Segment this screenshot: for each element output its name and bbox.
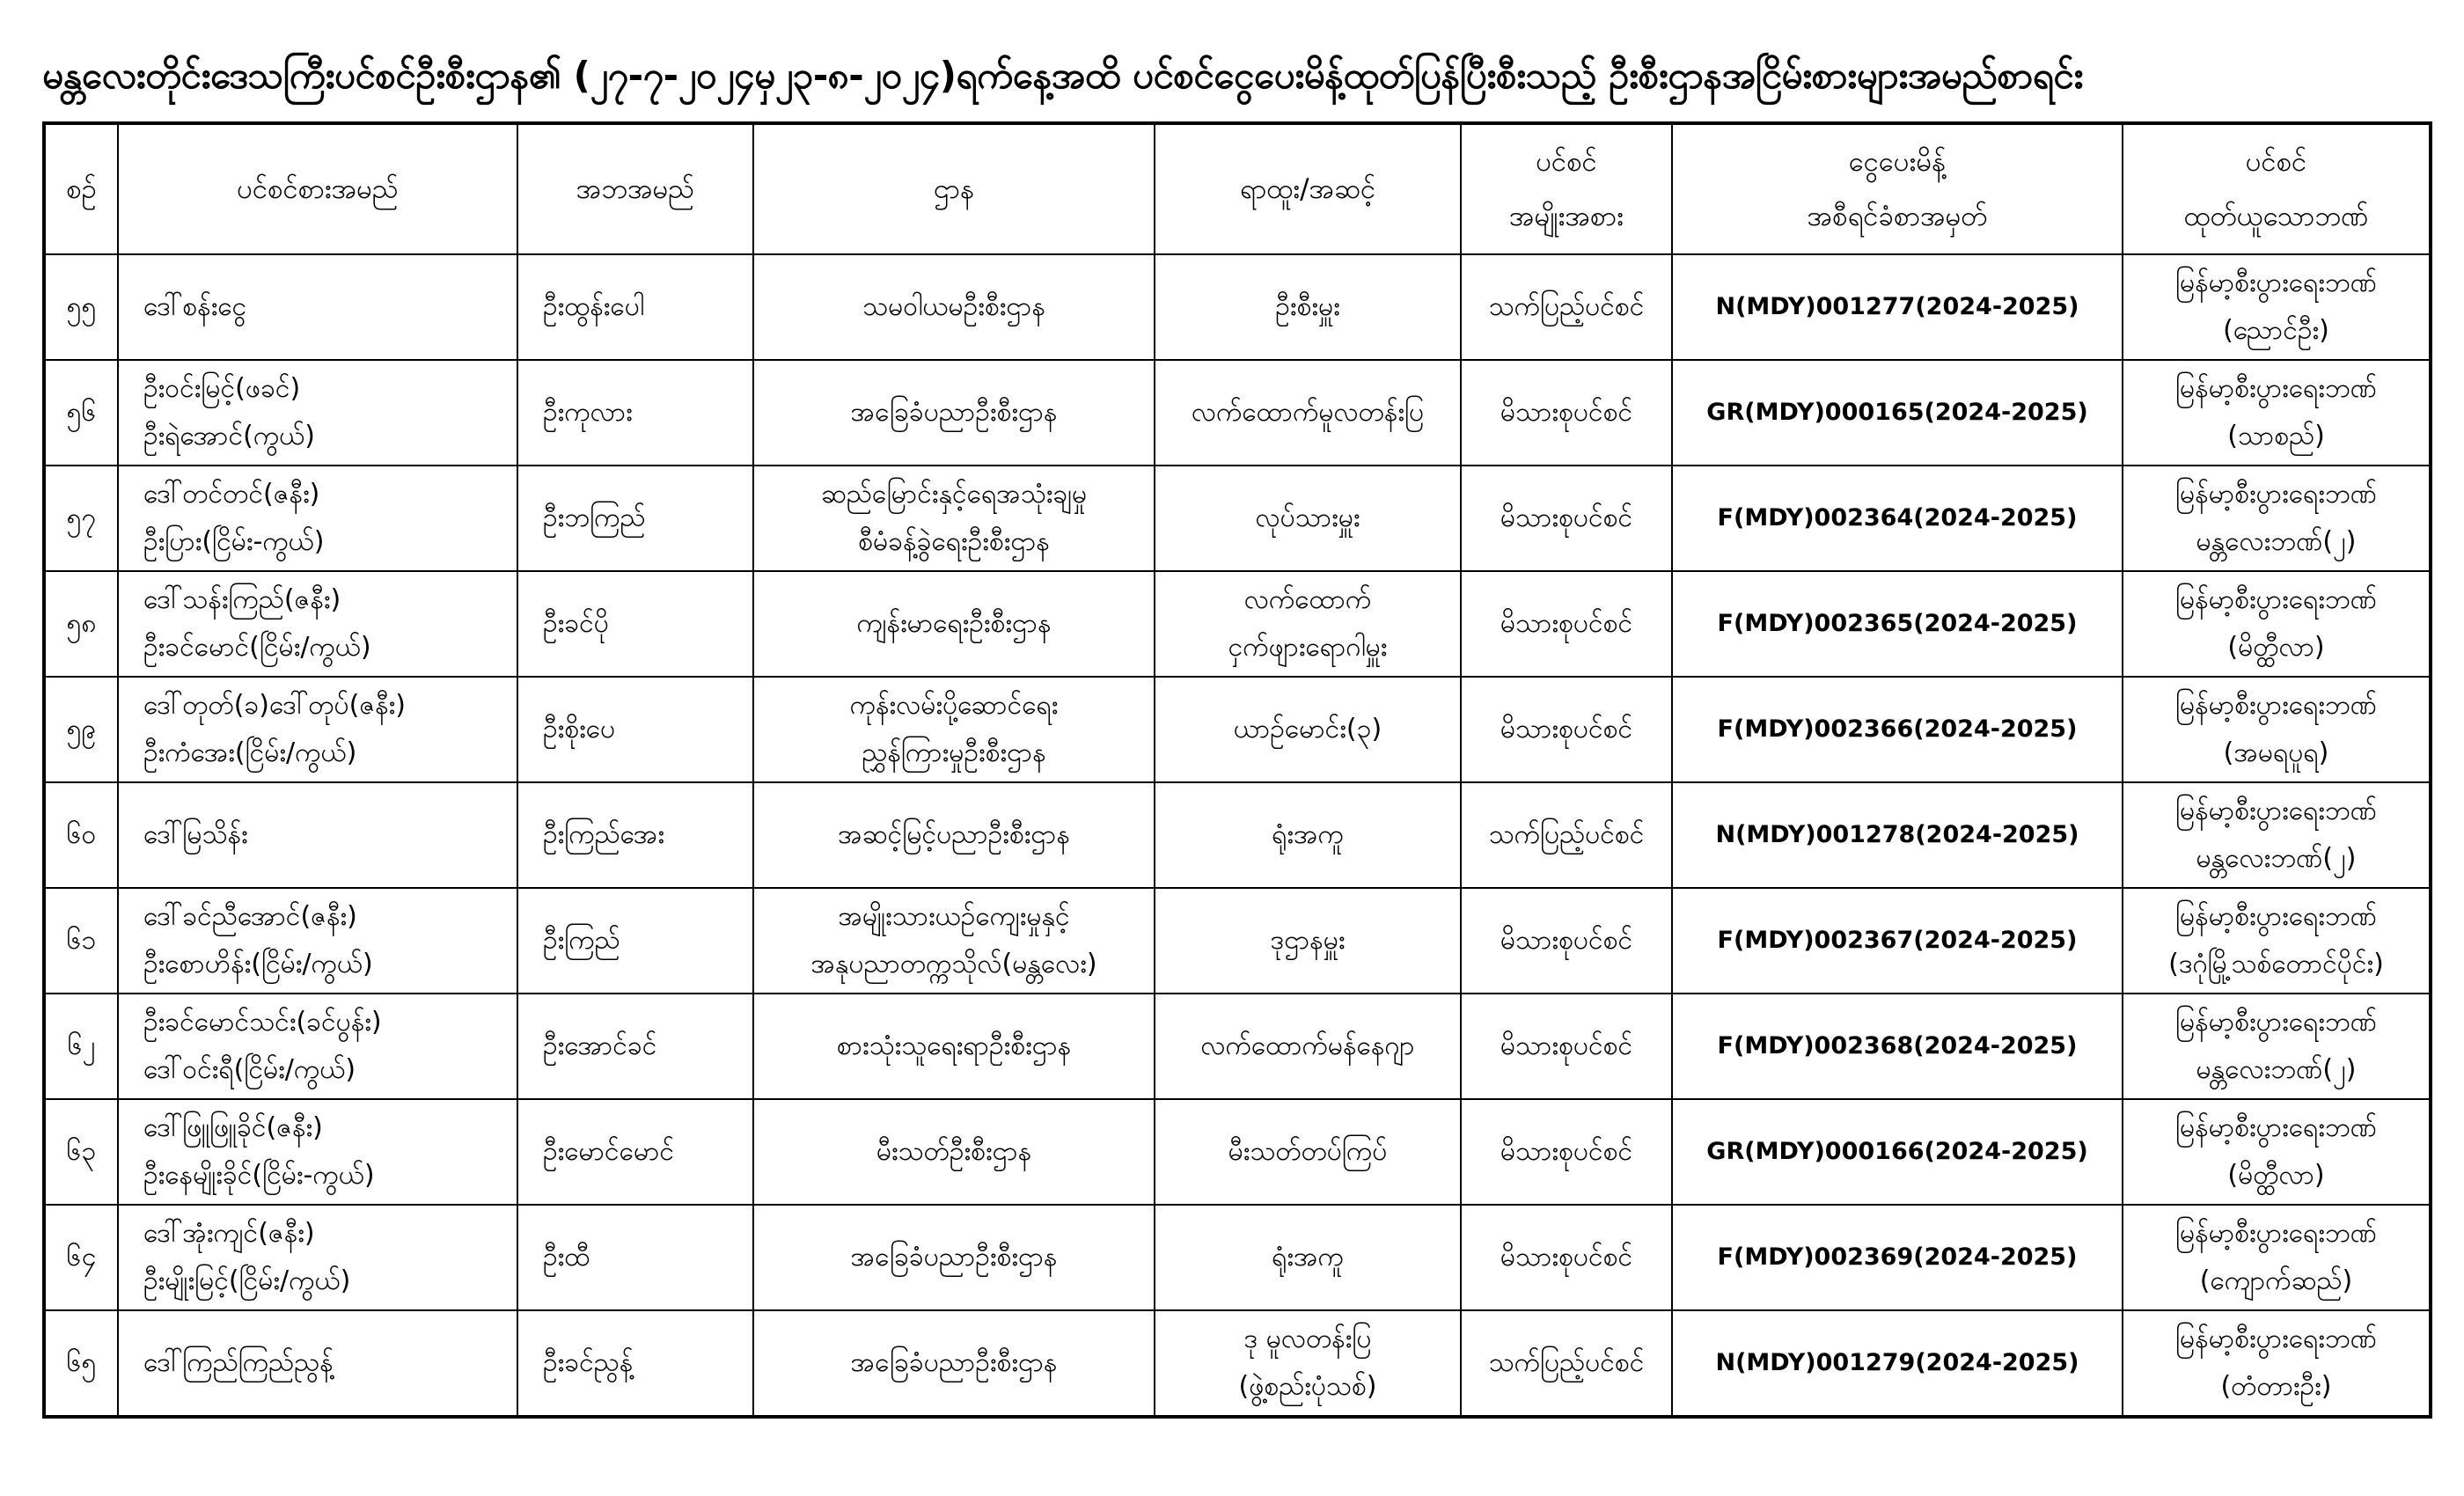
cell-bank-line: (ကျောက်ဆည်)	[2199, 1265, 2353, 1296]
cell-license-name-line: ဒေါ်ဖြူဖြူခိုင်(ဇနီး)	[143, 1112, 323, 1143]
cell-license-name-line: ဦးရဲအောင်(ကွယ်)	[143, 421, 315, 451]
cell-rank	[1155, 1099, 1461, 1205]
cell-rank-line: လက်ထောက်မန်နေဂျာ	[1200, 1030, 1415, 1061]
cell-rank	[1155, 466, 1461, 571]
cell-no: ၅၆	[44, 360, 118, 466]
cell-bank-line: မြန်မာ့စီးပွားရေးဘဏ်	[2175, 1007, 2377, 1038]
cell-no: ၆၁	[44, 888, 118, 994]
cell-bank-line: မြန်မာ့စီးပွားရေးဘဏ်	[2175, 268, 2377, 298]
cell-bank-line: (ညောင်ဦး)	[2223, 315, 2329, 346]
cell-department	[753, 677, 1155, 782]
cell-registration: GR(MDY)000165(2024-2025)	[1672, 360, 2123, 466]
pension-table	[42, 121, 2432, 1419]
cell-rank	[1155, 994, 1461, 1099]
cell-license-name-line: ဦးဝင်းမြင့်(ဖခင်)	[143, 373, 301, 404]
cell-department	[753, 360, 1155, 466]
cell-registration: N(MDY)001278(2024-2025)	[1672, 782, 2123, 888]
cell-department-line: ကျန်းမာရေးဦးစီးဌာန	[856, 608, 1052, 639]
table-row	[44, 888, 2431, 994]
header-pension-type	[1461, 123, 1672, 254]
cell-bank-line: မန္တလေးဘဏ်(၂)	[2196, 843, 2357, 874]
cell-department	[753, 994, 1155, 1099]
cell-bank-line: (သာစည်)	[2227, 421, 2325, 451]
cell-no: ၆၃	[44, 1099, 118, 1205]
cell-license-name-line: ဒေါ်သန်းကြည်(ဇနီး)	[143, 584, 341, 615]
table-row	[44, 1205, 2431, 1310]
cell-department-line: မီးသတ်ဦးစီးဌာန	[876, 1136, 1032, 1167]
cell-license-name-line: ဦးနေမျိုးခိုင်(ငြိမ်း-ကွယ်)	[143, 1160, 375, 1191]
cell-pension-type: သက်ပြည့်ပင်စင်	[1461, 1310, 1672, 1417]
cell-rank	[1155, 677, 1461, 782]
cell-pension-type: သက်ပြည့်ပင်စင်	[1461, 254, 1672, 360]
cell-department-line: စီမံခန့်ခွဲရေးဦးစီးဌာန	[858, 526, 1050, 557]
cell-license-name-line: ဒေါ်ကြည်ကြည်ညွန့်	[143, 1347, 334, 1378]
cell-pension-type: မိသားစုပင်စင်	[1461, 677, 1672, 782]
cell-bank-line: (မိတ္ထီလာ)	[2227, 632, 2325, 663]
header-no: စဉ်	[44, 123, 118, 254]
cell-father-name: ဦးခင်ပို	[517, 571, 753, 677]
cell-bank-line: (တံတားဦး)	[2220, 1371, 2332, 1402]
cell-department	[753, 782, 1155, 888]
cell-registration: F(MDY)002367(2024-2025)	[1672, 888, 2123, 994]
cell-rank	[1155, 360, 1461, 466]
table-row	[44, 994, 2431, 1099]
cell-rank-line: (ဖွဲ့စည်းပုံသစ်)	[1238, 1371, 1377, 1402]
cell-bank-line: မြန်မာ့စီးပွားရေးဘဏ်	[2175, 1324, 2377, 1354]
cell-father-name: ဦးဘကြည်	[517, 466, 753, 571]
cell-pension-type: မိသားစုပင်စင်	[1461, 466, 1672, 571]
cell-department-line: အဆင့်မြင့်ပညာဦးစီးဌာန	[838, 819, 1070, 850]
cell-bank-line: မြန်မာ့စီးပွားရေးဘဏ်	[2175, 479, 2377, 510]
cell-bank-line: မန္တလေးဘဏ်(၂)	[2196, 1054, 2357, 1085]
table-row	[44, 360, 2431, 466]
cell-registration: N(MDY)001279(2024-2025)	[1672, 1310, 2123, 1417]
cell-rank-line: ရုံးအကူ	[1272, 819, 1344, 850]
cell-rank	[1155, 254, 1461, 360]
header-registration	[1672, 123, 2123, 254]
cell-registration: F(MDY)002369(2024-2025)	[1672, 1205, 2123, 1310]
cell-registration: F(MDY)002368(2024-2025)	[1672, 994, 2123, 1099]
cell-rank-line: လက်ထောက်မူလတန်းပြ	[1191, 397, 1425, 428]
header-license-name: ပင်စင်စားအမည်	[118, 123, 517, 254]
cell-father-name: ဦးထွန်းပေါ	[517, 254, 753, 360]
table-row	[44, 1310, 2431, 1417]
cell-rank	[1155, 1205, 1461, 1310]
cell-license-name-line: ဦးခင်မောင်(ငြိမ်း/ကွယ်)	[143, 632, 371, 663]
cell-rank-line: ဒုဌာနမှူး	[1270, 925, 1346, 956]
cell-bank	[2123, 888, 2431, 994]
cell-department-line: ဆည်မြောင်းနှင့်ရေအသုံးချမှု	[820, 479, 1088, 510]
header-pension-type-line: အမျိုးအစား	[1509, 201, 1624, 232]
cell-no: ၆၀	[44, 782, 118, 888]
cell-license-name-line: ဦးပြား(ငြိမ်း-ကွယ်)	[143, 526, 325, 557]
cell-bank	[2123, 994, 2431, 1099]
cell-rank-line: လုပ်သားမှူး	[1255, 502, 1360, 533]
cell-department	[753, 1310, 1155, 1417]
cell-father-name: ဦးအောင်ခင်	[517, 994, 753, 1099]
cell-bank-line: မြန်မာ့စီးပွားရေးဘဏ်	[2175, 796, 2377, 826]
cell-bank	[2123, 254, 2431, 360]
cell-department-line: ညွှန်ကြားမှုဦးစီးဌာန	[862, 737, 1046, 768]
cell-department	[753, 1205, 1155, 1310]
table-row	[44, 466, 2431, 571]
cell-no: ၆၄	[44, 1205, 118, 1310]
cell-license-name-line: ဒေါ်ခင်ညီအောင်(ဇနီး)	[143, 901, 357, 932]
pension-table-container	[42, 121, 2429, 1419]
cell-license-name-line: ဦးခင်မောင်သင်း(ခင်ပွန်း)	[143, 1007, 382, 1038]
cell-father-name: ဦးမောင်မောင်	[517, 1099, 753, 1205]
cell-license-name-line: ဦးမျိုးမြင့်(ငြိမ်း/ကွယ်)	[143, 1265, 351, 1296]
cell-father-name: ဦးကုလား	[517, 360, 753, 466]
cell-pension-type: မိသားစုပင်စင်	[1461, 888, 1672, 994]
cell-license-name	[118, 782, 517, 888]
cell-father-name: ဦးစိုးပေ	[517, 677, 753, 782]
header-bank-line: ထုတ်ယူသောဘဏ်	[2183, 201, 2369, 232]
table-row	[44, 677, 2431, 782]
cell-pension-type: မိသားစုပင်စင်	[1461, 1205, 1672, 1310]
cell-license-name	[118, 1099, 517, 1205]
cell-bank-line: (မိတ္ထီလာ)	[2227, 1160, 2325, 1191]
cell-registration: GR(MDY)000166(2024-2025)	[1672, 1099, 2123, 1205]
cell-bank	[2123, 1310, 2431, 1417]
cell-license-name-line: ဒေါ်အုံးကျင်(ဇနီး)	[143, 1218, 315, 1249]
cell-no: ၅၅	[44, 254, 118, 360]
cell-no: ၅၈	[44, 571, 118, 677]
cell-license-name-line: ဒေါ်မြသိန်း	[143, 819, 248, 850]
cell-bank-line: မြန်မာ့စီးပွားရေးဘဏ်	[2175, 1218, 2377, 1249]
cell-rank	[1155, 1310, 1461, 1417]
table-row	[44, 782, 2431, 888]
cell-registration: N(MDY)001277(2024-2025)	[1672, 254, 2123, 360]
cell-license-name	[118, 254, 517, 360]
cell-department-line: အခြေခံပညာဦးစီးဌာန	[850, 397, 1058, 428]
header-bank	[2123, 123, 2431, 254]
cell-bank-line: မြန်မာ့စီးပွားရေးဘဏ်	[2175, 1112, 2377, 1143]
cell-rank-line: ယာဉ်မောင်း(၃)	[1233, 714, 1382, 744]
cell-bank	[2123, 1205, 2431, 1310]
cell-bank	[2123, 1099, 2431, 1205]
cell-pension-type: မိသားစုပင်စင်	[1461, 360, 1672, 466]
cell-license-name	[118, 994, 517, 1099]
cell-department	[753, 888, 1155, 994]
cell-bank	[2123, 360, 2431, 466]
cell-department-line: အခြေခံပညာဦးစီးဌာန	[850, 1242, 1058, 1272]
cell-rank-line: ရုံးအကူ	[1272, 1242, 1344, 1272]
cell-registration: F(MDY)002364(2024-2025)	[1672, 466, 2123, 571]
cell-bank	[2123, 782, 2431, 888]
cell-bank	[2123, 571, 2431, 677]
header-registration-line: အစီရင်ခံစာအမှတ်	[1807, 201, 1988, 232]
cell-bank	[2123, 466, 2431, 571]
cell-pension-type: သက်ပြည့်ပင်စင်	[1461, 782, 1672, 888]
table-body	[44, 254, 2431, 1417]
cell-license-name-line: ဦးစောဟိန်း(ငြိမ်း/ကွယ်)	[143, 949, 373, 979]
header-rank: ရာထူး/အဆင့်	[1155, 123, 1461, 254]
table-header-row	[44, 123, 2431, 254]
header-father-name: အဘအမည်	[517, 123, 753, 254]
cell-department-line: အခြေခံပညာဦးစီးဌာန	[850, 1347, 1058, 1378]
cell-bank-line: မန္တလေးဘဏ်(၂)	[2196, 526, 2357, 557]
cell-rank-line: လက်ထောက်	[1243, 584, 1372, 615]
cell-license-name	[118, 1310, 517, 1417]
cell-no: ၅၉	[44, 677, 118, 782]
cell-bank-line: (အမရပူရ)	[2223, 737, 2329, 768]
cell-rank-line: ဦးစီးမှူး	[1275, 291, 1340, 322]
cell-pension-type: မိသားစုပင်စင်	[1461, 1099, 1672, 1205]
cell-license-name-line: ဒေါ်ဝင်းရီ(ငြိမ်း/ကွယ်)	[143, 1054, 356, 1085]
cell-department-line: စားသုံးသူရေးရာဦးစီးဌာန	[836, 1030, 1072, 1061]
cell-license-name	[118, 360, 517, 466]
cell-no: ၅၇	[44, 466, 118, 571]
cell-department	[753, 466, 1155, 571]
cell-department-line: အမျိုးသားယဉ်ကျေးမှုနှင့်	[838, 901, 1070, 932]
cell-department-line: ကုန်းလမ်းပို့ဆောင်ရေး	[849, 690, 1059, 721]
cell-department	[753, 571, 1155, 677]
cell-rank-line: ငှက်ဖျားရောဂါမှူး	[1228, 632, 1388, 663]
cell-license-name-line: ဦးကံအေး(ငြိမ်း/ကွယ်)	[143, 737, 357, 768]
cell-license-name-line: ဒေါ်တင်တင်(ဇနီး)	[143, 479, 320, 510]
cell-bank-line: မြန်မာ့စီးပွားရေးဘဏ်	[2175, 690, 2377, 721]
cell-no: ၆၂	[44, 994, 118, 1099]
header-registration-line: ငွေပေးမိန့်	[1848, 146, 1947, 178]
cell-no: ၆၅	[44, 1310, 118, 1417]
cell-license-name	[118, 1205, 517, 1310]
cell-bank-line: (ဒဂုံမြို့သစ်တောင်ပိုင်း)	[2168, 949, 2384, 979]
cell-rank-line: မီးသတ်တပ်ကြပ်	[1228, 1136, 1388, 1167]
table-row	[44, 571, 2431, 677]
cell-bank-line: မြန်မာ့စီးပွားရေးဘဏ်	[2175, 584, 2377, 615]
table-row	[44, 254, 2431, 360]
cell-department	[753, 1099, 1155, 1205]
cell-registration: F(MDY)002366(2024-2025)	[1672, 677, 2123, 782]
cell-rank	[1155, 571, 1461, 677]
cell-license-name-line: ဒေါ်တုတ်(ခ)ဒေါ်တုပ်(ဇနီး)	[143, 690, 407, 721]
cell-license-name-line: ဒေါ်စန်းငွေ	[143, 291, 247, 322]
cell-father-name: ဦးခင်ညွန့်	[517, 1310, 753, 1417]
cell-father-name: ဦးထီ	[517, 1205, 753, 1310]
cell-license-name	[118, 888, 517, 994]
cell-license-name	[118, 466, 517, 571]
cell-pension-type: မိသားစုပင်စင်	[1461, 994, 1672, 1099]
cell-rank	[1155, 782, 1461, 888]
cell-license-name	[118, 677, 517, 782]
cell-rank	[1155, 888, 1461, 994]
header-bank-line: ပင်စင်	[2245, 146, 2307, 178]
cell-pension-type: မိသားစုပင်စင်	[1461, 571, 1672, 677]
cell-license-name	[118, 571, 517, 677]
cell-department-line: အနုပညာတက္ကသိုလ်(မန္တလေး)	[810, 949, 1097, 979]
cell-registration: F(MDY)002365(2024-2025)	[1672, 571, 2123, 677]
cell-rank-line: ဒု မူလတန်းပြ	[1243, 1324, 1372, 1354]
cell-father-name: ဦးကြည်အေး	[517, 782, 753, 888]
page-title: မန္တလေးတိုင်းဒေသကြီးပင်စင်ဦးစီးဌာန၏ (၂၇-၇-၂၀၂၄မှ၂၃-၈-၂၀၂၄)ရက်နေ့အထိ ပင်စင်ငွေပေးမိန့်ထုတ်ပြန်ပြီးစီးသည့် ဦးစီးဌာနအငြိမ်းစားများအမည်စာရင်း	[42, 54, 2083, 97]
cell-father-name: ဦးကြည်	[517, 888, 753, 994]
header-pension-type-line: ပင်စင်	[1536, 146, 1597, 178]
cell-bank-line: မြန်မာ့စီးပွားရေးဘဏ်	[2175, 373, 2377, 404]
cell-department-line: သမဝါယမဦးစီးဌာန	[862, 291, 1045, 322]
header-department: ဌာန	[753, 123, 1155, 254]
cell-bank-line: မြန်မာ့စီးပွားရေးဘဏ်	[2175, 901, 2377, 932]
table-row	[44, 1099, 2431, 1205]
cell-bank	[2123, 677, 2431, 782]
cell-department	[753, 254, 1155, 360]
